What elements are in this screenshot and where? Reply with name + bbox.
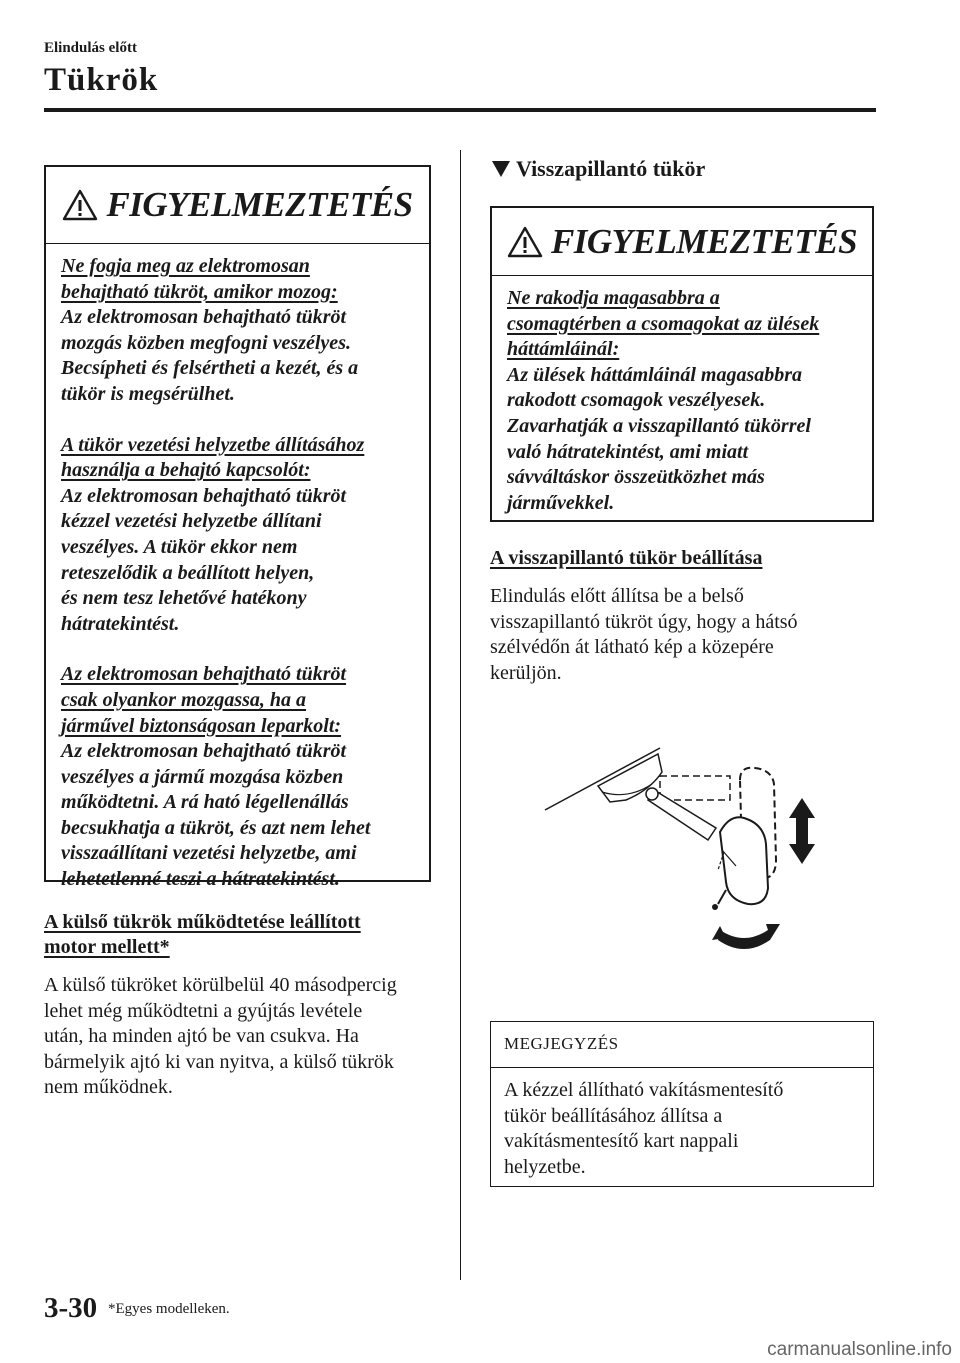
warning-triangle-icon (62, 189, 98, 221)
warning-body (46, 244, 429, 901)
warning-item: Az elektromosan behajtható tükröt csak olyankor mozgassa, ha a járművel biztonságosan leparkolt: Az elektromosan behajtható tükröt veszélyes a jármű mozgása közben működtetni. A rá ható légellenállás becsukhatja a tükröt, és azt nem lehet visszaállítani vezetési helyzetbe, ami lehetetlenné teszi a hátratekintést. (61, 663, 371, 891)
warning-title: FIGYELMEZTETÉS (550, 221, 858, 261)
section-heading-rearview-mirror: Visszapillantó tükör (492, 156, 705, 182)
watermark: carmanualsonline.info (767, 1339, 952, 1360)
note-body: A kézzel állítható vakításmentesítő tükör beállításához állítsa a vakításmentesítő kart nappali helyzetbe. (504, 1079, 784, 1178)
warning-item: Ne fogja meg az elektromosan behajtható tükröt, amikor mozog: Az elektromosan behajtható tükröt mozgás közben megfogni veszélyes. Becsípheti és felsértheti a kezét, és a tükör is megsérülhet. (61, 255, 359, 405)
warning-item-heading: Ne rakodja magasabbra a csomagtérben a csomagokat az ülések háttámláinál: (507, 287, 820, 361)
warning-header (492, 208, 872, 276)
note-box (490, 1021, 874, 1187)
subsection-body-outside-mirrors: A külső tükröket körülbelül 40 másodpercig lehet még működtetni a gyújtás levétele után, ha minden ajtó be van csukva. Ha bármelyik ajtó ki van nyitva, a külső tükrök nem működnek. (44, 974, 397, 1098)
warning-header (46, 167, 429, 244)
warning-body (492, 276, 872, 524)
warning-item: Ne rakodja magasabbra a csomagtérben a csomagokat az ülések háttámláinál: Az ülések háttámláinál magasabbra rakodott csomagok veszélyesek. Zavarhatják a visszapillantó tükörrel való hátratekintést, ami miatt sávváltáskor összeütközhet más járművekkel. (507, 287, 820, 514)
warning-box-cargo (490, 206, 874, 522)
warning-item-heading: A tükör vezetési helyzetbe állításához használja a behajtó kapcsolót: (61, 433, 365, 482)
subsection-heading-mirror-adjust: A visszapillantó tükör beállítása (490, 547, 763, 569)
section-marker-icon (492, 161, 510, 177)
warning-triangle-icon (507, 226, 543, 258)
warning-title: FIGYELMEZTETÉS (106, 185, 413, 224)
note-title: MEGJEGYZÉS (491, 1022, 873, 1068)
footnote: *Egyes modelleken. (108, 1301, 230, 1317)
page-title: Tükrök (44, 62, 159, 98)
subsection-heading-outside-mirrors: A külső tükrök működtetése leállított motor mellett* (44, 911, 361, 958)
column-divider (460, 150, 461, 1280)
warning-box-folding-mirror (44, 165, 431, 891)
warning-item-heading: Ne fogja meg az elektromosan behajtható tükröt, amikor mozog: (61, 255, 338, 303)
warning-item: A tükör vezetési helyzetbe állításához használja a behajtó kapcsolót: Az elektromosan behajtható tükröt kézzel vezetési helyzetbe állítani veszélyes. A tükör ekkor nem reteszelődik a beállított helyen, és nem tesz lehetővé hatékony hátratekintést. (61, 433, 365, 635)
title-rule (44, 108, 876, 112)
rearview-mirror-illustration (540, 740, 840, 960)
section-label: Elindulás előtt (44, 40, 137, 56)
subsection-body-mirror-adjust: Elindulás előtt állítsa be a belső visszapillantó tükröt úgy, hogy a hátsó szélvédőn át látható kép a közepére kerüljön. (490, 585, 798, 684)
warning-item-heading: Az elektromosan behajtható tükröt csak olyankor mozgassa, ha a járművel biztonságosan leparkolt: (61, 663, 347, 737)
page-number: 3-30 (44, 1292, 98, 1324)
